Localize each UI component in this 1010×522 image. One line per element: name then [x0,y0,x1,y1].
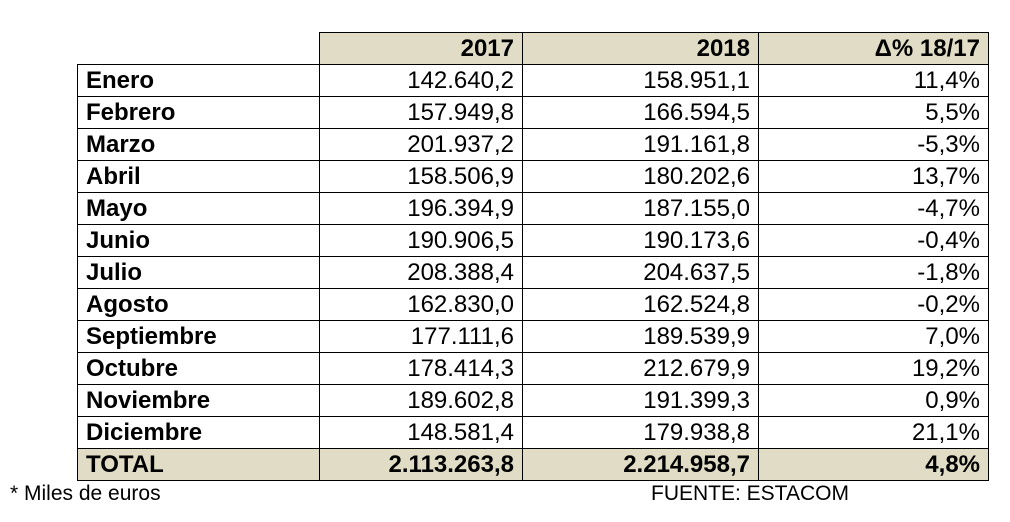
value-2017-cell: 190.906,5 [320,225,523,257]
total-2018-cell: 2.214.958,7 [523,449,759,481]
delta-cell: 7,0% [759,321,989,353]
value-2018-cell: 191.161,8 [523,129,759,161]
value-2017-cell: 208.388,4 [320,257,523,289]
total-2017-cell: 2.113.263,8 [320,449,523,481]
table-row [78,193,989,225]
value-2018-cell: 179.938,8 [523,417,759,449]
total-row [78,449,989,481]
table-row [78,65,989,97]
delta-cell: 21,1% [759,417,989,449]
month-cell: Octubre [78,353,320,385]
delta-cell: 13,7% [759,161,989,193]
value-2017-cell: 157.949,8 [320,97,523,129]
month-cell: Agosto [78,289,320,321]
delta-cell: -4,7% [759,193,989,225]
month-cell: Abril [78,161,320,193]
table-row [78,161,989,193]
header-2017: 2017 [320,33,523,65]
month-cell: Marzo [78,129,320,161]
source-note: FUENTE: ESTACOM [651,482,849,505]
header-corner-cell [78,33,320,65]
delta-cell: 5,5% [759,97,989,129]
delta-cell: -0,4% [759,225,989,257]
value-2018-cell: 180.202,6 [523,161,759,193]
month-cell: Mayo [78,193,320,225]
table-row [78,353,989,385]
delta-cell: -0,2% [759,289,989,321]
value-2017-cell: 177.111,6 [320,321,523,353]
table-row [78,129,989,161]
month-cell: Noviembre [78,385,320,417]
month-cell: Septiembre [78,321,320,353]
value-2017-cell: 178.414,3 [320,353,523,385]
value-2018-cell: 158.951,1 [523,65,759,97]
header-delta: Δ% 18/17 [759,33,989,65]
value-2018-cell: 189.539,9 [523,321,759,353]
value-2018-cell: 204.637,5 [523,257,759,289]
delta-cell: 0,9% [759,385,989,417]
value-2017-cell: 162.830,0 [320,289,523,321]
delta-cell: 19,2% [759,353,989,385]
header-2018: 2018 [523,33,759,65]
value-2017-cell: 189.602,8 [320,385,523,417]
monthly-data-table [77,32,989,481]
table-row [78,257,989,289]
value-2018-cell: 190.173,6 [523,225,759,257]
total-delta-cell: 4,8% [759,449,989,481]
table-row [78,385,989,417]
month-cell: Enero [78,65,320,97]
value-2017-cell: 158.506,9 [320,161,523,193]
value-2018-cell: 166.594,5 [523,97,759,129]
value-2017-cell: 142.640,2 [320,65,523,97]
table-row [78,417,989,449]
value-2017-cell: 148.581,4 [320,417,523,449]
header-row [78,33,989,65]
delta-cell: -5,3% [759,129,989,161]
value-2018-cell: 191.399,3 [523,385,759,417]
footnote-units: * Miles de euros [10,482,161,505]
value-2018-cell: 187.155,0 [523,193,759,225]
table-row [78,321,989,353]
total-label-cell: TOTAL [78,449,320,481]
month-cell: Junio [78,225,320,257]
table-row [78,225,989,257]
value-2018-cell: 212.679,9 [523,353,759,385]
table-row [78,97,989,129]
value-2017-cell: 201.937,2 [320,129,523,161]
value-2018-cell: 162.524,8 [523,289,759,321]
delta-cell: -1,8% [759,257,989,289]
value-2017-cell: 196.394,9 [320,193,523,225]
month-cell: Julio [78,257,320,289]
delta-cell: 11,4% [759,65,989,97]
month-cell: Diciembre [78,417,320,449]
table-row [78,289,989,321]
month-cell: Febrero [78,97,320,129]
